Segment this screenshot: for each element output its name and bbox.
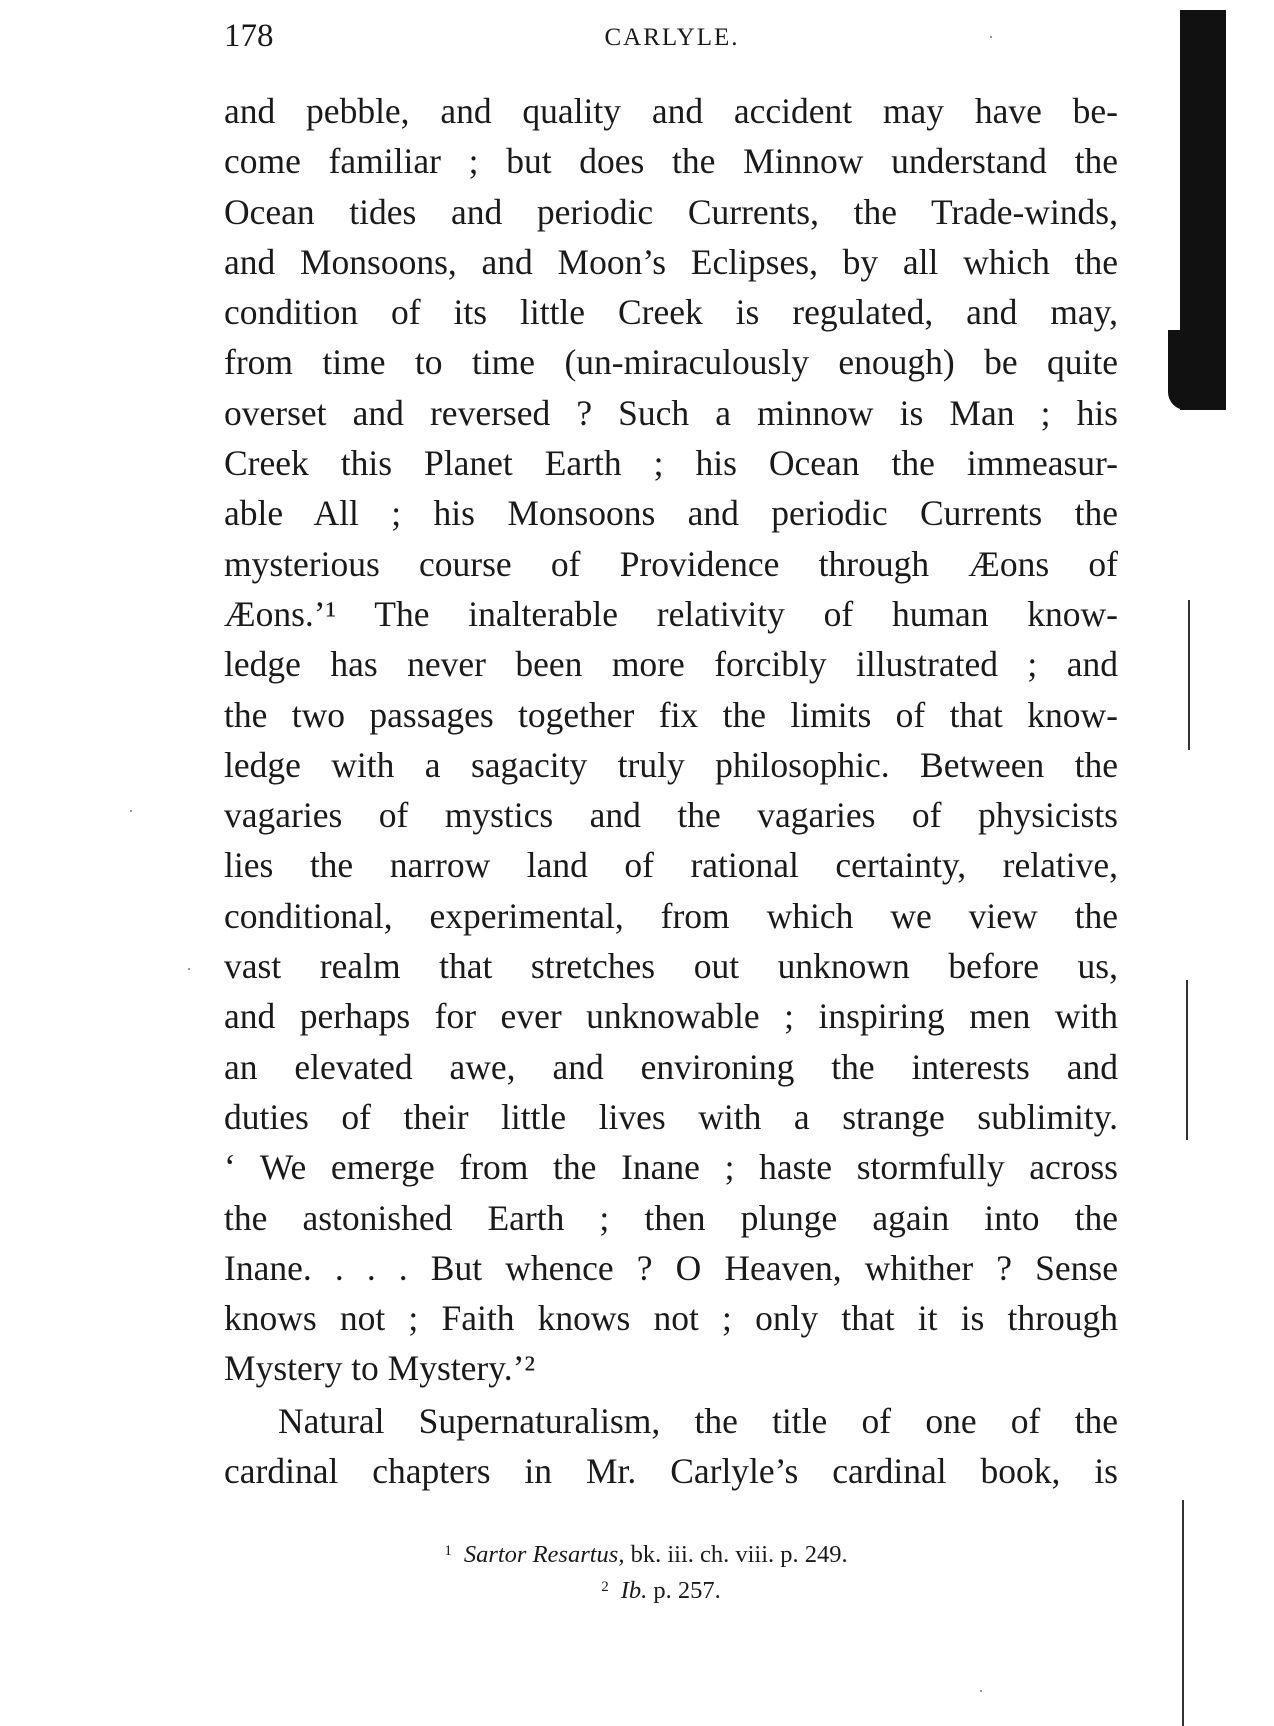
text-line: the astonished Earth ; then plunge again into the (224, 1197, 1118, 1238)
footnote-text: p. 257. (647, 1577, 721, 1604)
text-line: an elevated awe, and environing the interests and (224, 1046, 1118, 1087)
scan-speck (980, 1690, 982, 1692)
text-line: come familiar ; but does the Minnow understand the (224, 141, 1118, 182)
page-edge-line (1182, 1500, 1184, 1726)
running-title: CARLYLE. (604, 24, 740, 51)
text-line: and perhaps for ever unknowable ; inspiring men with (224, 996, 1118, 1037)
scan-margin-shadow-tail (1168, 330, 1188, 410)
text-line: and pebble, and quality and accident may have be- (224, 91, 1118, 131)
footnotes (224, 1537, 1118, 1609)
footnote (224, 1573, 1118, 1609)
text-line: vagaries of mystics and the vagaries of physicists (224, 795, 1118, 836)
text-line: lies the narrow land of rational certainty, relative, (224, 845, 1118, 886)
text-line: the two passages together fix the limits of that know- (224, 694, 1118, 735)
text-line: Mystery to Mystery.’² (224, 1348, 536, 1389)
text-line: knows not ; Faith knows not ; only that it is through (224, 1298, 1118, 1339)
text-line: mysterious course of Providence through Æons of (224, 543, 1118, 584)
footnote-title: Ib. (620, 1577, 648, 1604)
text-line: ledge with a sagacity truly philosophic. Between the (224, 744, 1118, 785)
footnote-text: bk. iii. ch. viii. p. 249. (624, 1541, 848, 1568)
text-line: from time to time (un-miraculously enough) be quite (224, 342, 1118, 383)
text-line: conditional, experimental, from which we view the (224, 895, 1118, 936)
text-line: Creek this Planet Earth ; his Ocean the immeasur- (224, 443, 1118, 484)
scan-speck (130, 810, 132, 812)
footnote-marker: 2 (601, 1579, 609, 1595)
running-head (224, 18, 1120, 58)
scan-speck (188, 968, 190, 970)
footnote-title: Sartor Resartus, (463, 1541, 625, 1568)
page-number: 178 (224, 18, 274, 54)
text-line: cardinal chapters in Mr. Carlyle’s cardinal book, is (224, 1451, 1118, 1492)
text-line: overset and reversed ? Such a minnow is Man ; his (224, 392, 1118, 433)
text-line: condition of its little Creek is regulated, and may, (224, 292, 1118, 333)
text-line: and Monsoons, and Moon’s Eclipses, by all which the (224, 241, 1118, 282)
text-line: duties of their little lives with a strange sublimity. (224, 1096, 1118, 1137)
footnote (224, 1537, 1118, 1573)
text-line: ‘ We emerge from the Inane ; haste stormfully across (224, 1147, 1118, 1188)
page-edge-line (1186, 980, 1188, 1140)
footnote-marker: 1 (444, 1543, 452, 1559)
text-line: Inane. . . . But whence ? O Heaven, whither ? Sense (224, 1247, 1118, 1288)
body-text (224, 86, 1118, 1496)
text-line: ledge has never been more forcibly illustrated ; and (224, 644, 1118, 685)
page-edge-line (1188, 600, 1190, 750)
text-line: Natural Supernaturalism, the title of one of the (278, 1400, 1118, 1441)
text-line: Ocean tides and periodic Currents, the Trade-winds, (224, 191, 1118, 232)
text-line: able All ; his Monsoons and periodic Currents the (224, 493, 1118, 534)
text-line: vast realm that stretches out unknown before us, (224, 946, 1118, 987)
text-line: Æons.’¹ The inalterable relativity of human know- (224, 593, 1118, 634)
